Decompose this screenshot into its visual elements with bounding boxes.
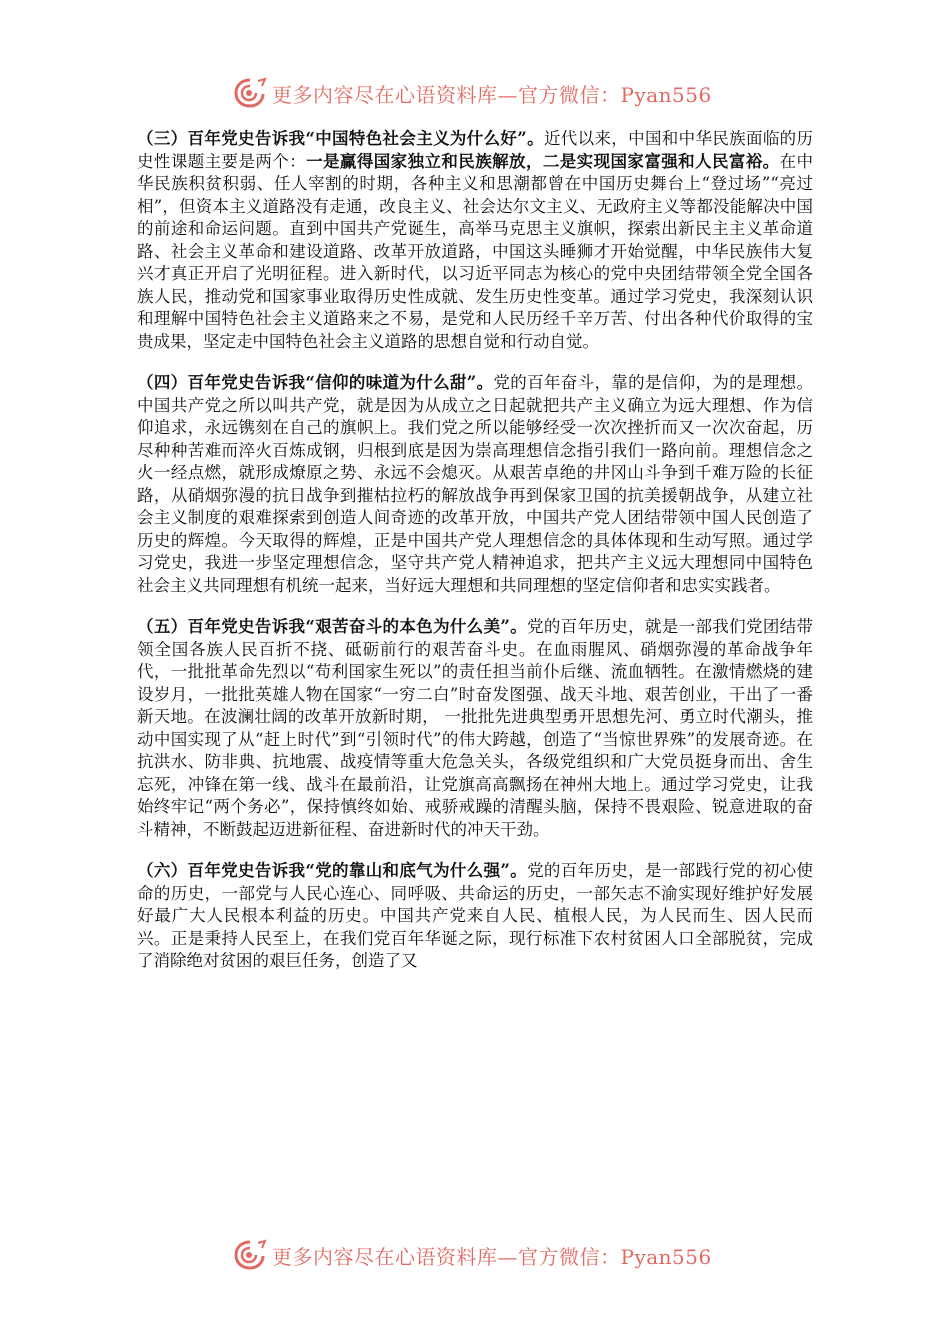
paragraph-4 [137, 372, 813, 597]
paragraph-text: 近代以来，中国和中华民族面临的历史性课题主要是两个： [137, 129, 814, 171]
paragraph-heading: （三）百年党史告诉我“中国特色社会主义为什么好”。 [137, 129, 544, 148]
paragraph-heading: （六）百年党史告诉我“党的靠山和底气为什么强”。 [137, 861, 528, 880]
watermark-text: 更多内容尽在心语资料库—官方微信：Pyan556 [272, 82, 712, 107]
watermark-banner-bottom [232, 1238, 752, 1272]
paragraph-3 [137, 128, 813, 353]
paragraph-text: 党的百年历史，就是一部我们党团结带领全国各族人民百折不挠、砥砺前行的艰苦奋斗史。在血雨腥风、硝烟弥漫的革命战争年代，一批批革命先烈以“苟利国家生死以”的责任担当前仆后继、流血牺牲。在激情燃烧的建设岁月，一批批英雄人物在国家“一穷二白”时奋发图强、战天斗地、艰苦创业，干出了一番新天地。在波澜壮阔的改革开放新时期， 一批批先进典型勇开思想先河、勇立时代潮头，推动中国实现了从“赶上时代”到“引领时代”的伟大跨越，创造了“当惊世界殊”的发展奇迹。在抗洪水、防非典、抗地震、战疫情等重大危急关头，各级党组织和广大党员挺身而出、舍生忘死，冲锋在第一线、战斗在最前沿，让党旗高高飘扬在神州大地上。通过学习党史，让我始终牢记“两个务必”，保持慎终如始、戒骄戒躁的清醒头脑，保持不畏艰险、锐意进取的奋斗精神，不断鼓起迈进新征程、奋进新时代的冲天干劲。 [137, 617, 813, 839]
paragraph-heading: （四）百年党史告诉我“信仰的味道为什么甜”。 [137, 373, 494, 392]
paragraph-heading: （五）百年党史告诉我“艰苦奋斗的本色为什么美”。 [137, 617, 528, 636]
swirl-logo-icon [232, 1238, 268, 1272]
paragraph-text: 在中华民族积贫积弱、任人宰割的时期，各种主义和思潮都曾在中国历史舞台上“登过场”“亮过相”，但资本主义道路没有走通，改良主义、社会达尔文主义、无政府主义等都没能解决中国的前途和命运问题。直到中国共产党诞生，高举马克思主义旗帜，探索出新民主主义革命道路、社会主义革命和建设道路、改革开放道路，中国这头睡狮才开始觉醒，中华民族伟大复兴才真正开启了光明征程。进入新时代，以习近平同志为核心的党中央团结带领全党全国各族人民，推动党和国家事业取得历史性成就、发生历史性变革。通过学习党史，我深刻认识和理解中国特色社会主义道路来之不易，是党和人民历经千辛万苦、付出各种代价取得的宝贵成果，坚定走中国特色社会主义道路的思想自觉和行动自觉。 [137, 151, 814, 351]
paragraph-text: 党的百年奋斗，靠的是信仰，为的是理想。中国共产党之所以叫共产党，就是因为从成立之日起就把共产主义确立为远大理想、作为信仰追求，永远镌刻在自己的旗帜上。我们党之所以能够经受一次次挫折而又一次次奋起，历尽种种苦难而淬火百炼成钢，归根到底是因为崇高理想信念指引我们一路向前。理想信念之火一经点燃，就形成燎原之势、永远不会熄灭。从艰苦卓绝的井冈山斗争到千难万险的长征路，从硝烟弥漫的抗日战争到摧枯拉朽的解放战争再到保家卫国的抗美援朝战争，从建立社会主义制度的艰难探索到创造人间奇迹的改革开放，中国共产党人团结带领中国人民创造了历史的辉煌。今天取得的辉煌，正是中国共产党人理想信念的具体体现和生动写照。通过学习党史，我进一步坚定理想信念，坚守共产党人精神追求，把共产主义远大理想同中国特色社会主义共同理想有机统一起来，当好远大理想和共同理想的坚定信仰者和忠实实践者。 [137, 373, 814, 595]
swirl-logo-icon [232, 76, 268, 110]
article-body [137, 128, 813, 992]
paragraph-emphasis: 一是赢得国家独立和民族解放，二是实现国家富强和人民富裕。 [306, 151, 780, 171]
paragraph-text: 党的百年历史，是一部践行党的初心使命的历史，一部党与人民心连心、同呼吸、共命运的历史，一部矢志不渝实现好维护好发展好最广大人民根本利益的历史。中国共产党来自人民、植根人民，为人民而生、因人民而兴。正是秉持人民至上，在我们党百年华诞之际，现行标准下农村贫困人口全部脱贫，完成了消除绝对贫困的艰巨任务，创造了又 [137, 861, 813, 970]
watermark-text: 更多内容尽在心语资料库—官方微信：Pyan556 [272, 1244, 712, 1269]
paragraph-6 [137, 860, 813, 973]
paragraph-5 [137, 616, 813, 841]
watermark-banner-top [232, 76, 752, 110]
